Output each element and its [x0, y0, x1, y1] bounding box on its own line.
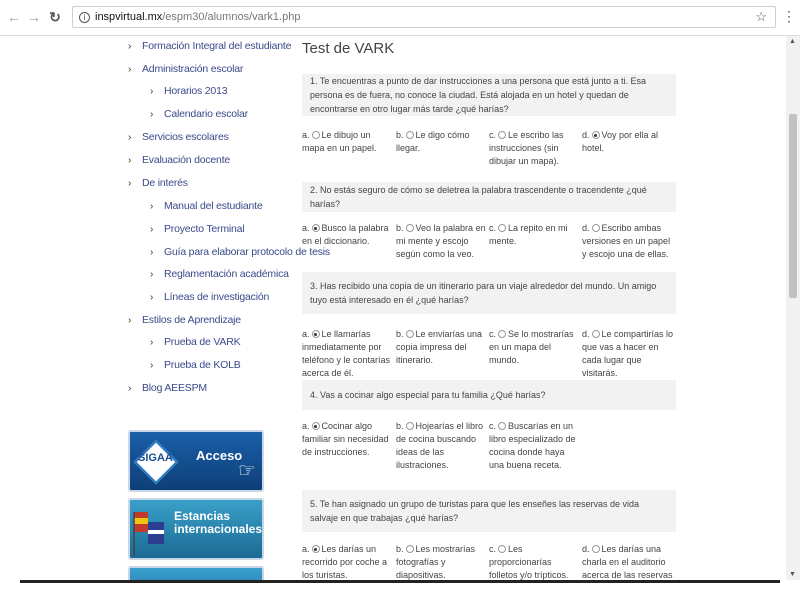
sidebar-item-estilos[interactable]: › Estilos de Aprendizaje: [128, 314, 241, 326]
bottom-bar: [0, 580, 800, 600]
radio-button-checked[interactable]: [592, 131, 600, 139]
back-arrow-icon[interactable]: ←: [7, 9, 21, 25]
radio-button[interactable]: [498, 330, 506, 338]
radio-button[interactable]: [592, 224, 600, 232]
bookmark-star-icon[interactable]: ☆: [755, 9, 767, 24]
q1-option-d[interactable]: d. Voy por ella al hotel.: [582, 130, 659, 153]
chevron-right-icon: ›: [150, 224, 154, 235]
radio-button-checked[interactable]: [312, 422, 320, 430]
radio-button-checked[interactable]: [312, 224, 320, 232]
sidebar-item-guia[interactable]: › Guía para elaborar protocolo de tesis: [150, 246, 330, 258]
page-gutter: [0, 36, 20, 580]
chevron-right-icon: ›: [150, 201, 154, 212]
q5-option-a[interactable]: a. Les darías un recorrido por coche a los turistas.: [302, 544, 388, 580]
chevron-right-icon: ›: [128, 64, 132, 75]
radio-button[interactable]: [498, 422, 506, 430]
radio-button[interactable]: [406, 330, 414, 338]
chevron-right-icon: ›: [128, 178, 132, 189]
q1-option-c[interactable]: c. Le escribo las instrucciones (sin dibujar un mapa).: [489, 130, 564, 166]
scroll-up-arrow-icon[interactable]: ▲: [789, 38, 796, 45]
sidebar-item-vark[interactable]: › Prueba de VARK: [150, 336, 241, 348]
sigaa-logo-text: SIGAA: [138, 452, 173, 464]
sigaa-access-banner[interactable]: [128, 430, 264, 492]
chevron-right-icon: ›: [150, 86, 154, 97]
browser-menu-icon[interactable]: ⋮: [782, 8, 796, 24]
q5-option-d[interactable]: d. Les darías una charla en el auditorio acerca de las reservas: [582, 544, 673, 580]
q3-option-b[interactable]: b. Le enviarías una copia impresa del itinerario.: [396, 329, 483, 365]
chevron-right-icon: ›: [128, 315, 132, 326]
question-4: 4. Vas a cocinar algo especial para tu familia ¿Qué harías?: [302, 380, 676, 410]
q4-option-c[interactable]: c. Buscarías en un libro especializado de cocina donde haya una buena receta.: [489, 421, 576, 470]
estancias-label: Estancias internacionales: [174, 509, 263, 536]
q5-option-c[interactable]: c. Les proporcionarías folletos y/o trípticos.: [489, 544, 569, 580]
q5-option-b[interactable]: b. Les mostrarías fotografías y diapositivas.: [396, 544, 476, 580]
question-2: 2. No estás seguro de cómo se deletrea la palabra trascendente o tracendente ¿qué harías?: [302, 182, 676, 212]
url-text[interactable]: inspvirtual.mx/espm30/alumnos/vark1.php: [95, 11, 301, 23]
sidebar-item-administracion[interactable]: › Administración escolar: [128, 63, 244, 75]
q4-option-b[interactable]: b. Hojearías el libro de cocina buscando ideas de las ilustraciones.: [396, 421, 484, 470]
chevron-right-icon: ›: [128, 41, 132, 52]
q2-option-b[interactable]: b. Veo la palabra en mi mente y escojo según como la veo.: [396, 223, 486, 259]
sidebar-item-calendario[interactable]: › Calendario escolar: [150, 108, 248, 120]
q4-option-a[interactable]: a. Cocinar algo familiar sin necesidad de instrucciones.: [302, 421, 389, 457]
page-title: Test de VARK: [302, 40, 395, 57]
sidebar-item-interes[interactable]: › De interés: [128, 177, 188, 189]
vertical-scrollbar[interactable]: [786, 36, 800, 580]
estancias-banner[interactable]: [128, 498, 264, 560]
chevron-right-icon: ›: [128, 132, 132, 143]
radio-button[interactable]: [592, 330, 600, 338]
q3-option-d[interactable]: d. Le compartirías lo que vas a hacer en cada lugar que visitarás.: [582, 329, 674, 378]
sidebar-item-horarios[interactable]: › Horarios 2013: [150, 85, 228, 97]
sidebar-item-evaluacion[interactable]: › Evaluación docente: [128, 154, 231, 166]
chevron-right-icon: ›: [150, 269, 154, 280]
radio-button[interactable]: [592, 545, 600, 553]
acceso-label: Acceso: [196, 448, 243, 463]
radio-button[interactable]: [498, 224, 506, 232]
chevron-right-icon: ›: [150, 337, 154, 348]
q1-option-b[interactable]: b. Le digo cómo llegar.: [396, 130, 470, 153]
q2-option-a[interactable]: a. Busco la palabra en el diccionario.: [302, 223, 389, 246]
radio-button[interactable]: [312, 131, 320, 139]
q3-option-a[interactable]: a. Le llamarías inmediatamente por teléfono y le contarías acerca de él.: [302, 329, 391, 378]
radio-button[interactable]: [406, 131, 414, 139]
info-icon[interactable]: i: [79, 12, 90, 23]
q2-option-d[interactable]: d. Escribo ambas versiones en un papel y escojo una de ellas.: [582, 223, 671, 259]
question-1: 1. Te encuentras a punto de dar instrucciones a una persona que está junto a ti. Esa persona es de fuera, no conoce la ciudad. Está alojada en un hotel y quedan de encontrarse en otro lugar más tarde ¿qué harías?: [302, 74, 676, 116]
chevron-right-icon: ›: [150, 292, 154, 303]
radio-button[interactable]: [498, 131, 506, 139]
reload-icon[interactable]: ↻: [49, 9, 61, 25]
scrollbar-thumb[interactable]: [789, 114, 797, 298]
radio-button[interactable]: [406, 224, 414, 232]
radio-button[interactable]: [498, 545, 506, 553]
radio-button[interactable]: [406, 545, 414, 553]
radio-button[interactable]: [406, 422, 414, 430]
pointer-hand-icon: ☞: [238, 460, 256, 482]
chevron-right-icon: ›: [128, 383, 132, 394]
sidebar-item-blog[interactable]: › Blog AEESPM: [128, 382, 207, 394]
chevron-right-icon: ›: [128, 155, 132, 166]
q2-option-c[interactable]: c. La repito en mi mente.: [489, 223, 568, 246]
chevron-right-icon: ›: [150, 109, 154, 120]
chevron-right-icon: ›: [150, 247, 154, 258]
q3-option-c[interactable]: c. Se lo mostrarías en un mapa del mundo.: [489, 329, 574, 365]
radio-button-checked[interactable]: [312, 545, 320, 553]
sidebar-item-kolb[interactable]: › Prueba de KOLB: [150, 359, 241, 371]
sidebar-item-lineas[interactable]: › Líneas de investigación: [150, 291, 270, 303]
bottom-divider: [20, 580, 780, 583]
flags-icon: [132, 508, 168, 558]
q1-option-a[interactable]: a. Le dibujo un mapa en un papel.: [302, 130, 377, 153]
question-3: 3. Has recibido una copia de un itinerario para un viaje alrededor del mundo. Un amigo tuyo está interesado en él ¿qué harías?: [302, 272, 676, 314]
browser-toolbar: [0, 0, 800, 36]
sidebar-item-reglamentacion[interactable]: › Reglamentación académica: [150, 268, 289, 280]
question-5: 5. Te han asignado un grupo de turistas para que les enseñes las reservas de vida salvaje en que trabajas ¿qué harías?: [302, 490, 676, 532]
sidebar-item-servicios[interactable]: › Servicios escolares: [128, 131, 229, 143]
page-viewport: [0, 36, 800, 580]
chevron-right-icon: ›: [150, 360, 154, 371]
scroll-down-arrow-icon[interactable]: ▼: [789, 571, 796, 578]
radio-button-checked[interactable]: [312, 330, 320, 338]
address-bar[interactable]: [72, 6, 776, 28]
sidebar-item-formacion[interactable]: › Formación Integral del estudiante: [128, 40, 292, 52]
forward-arrow-icon[interactable]: →: [27, 9, 41, 25]
sidebar-item-manual[interactable]: › Manual del estudiante: [150, 200, 263, 212]
sidebar-item-proyecto[interactable]: › Proyecto Terminal: [150, 223, 245, 235]
